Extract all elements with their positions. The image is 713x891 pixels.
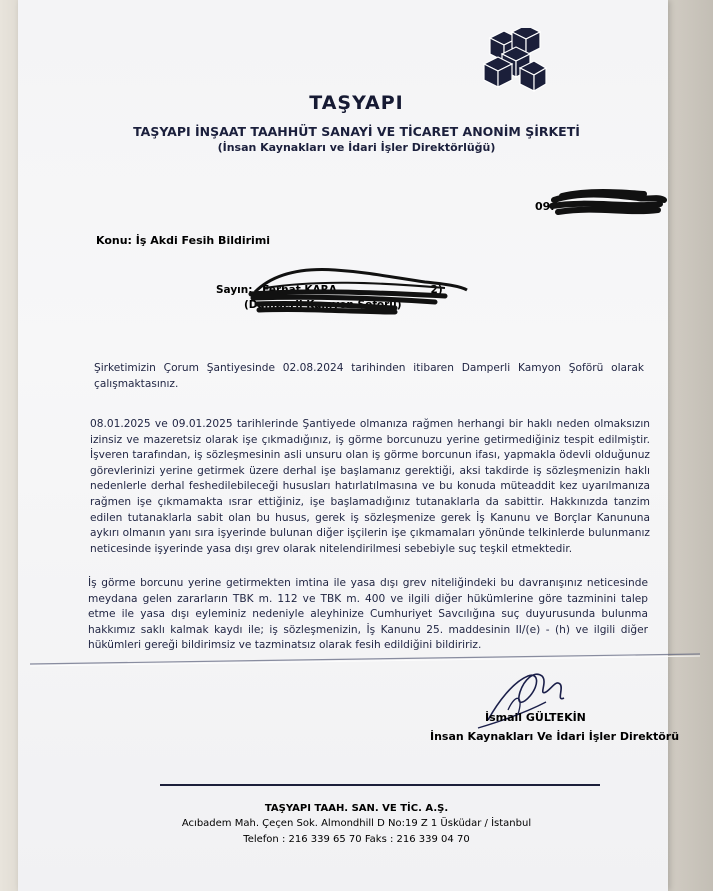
footer-address: Acıbadem Mah. Çeçen Sok. Almondhill D No:19 Z 1 Üsküdar / İstanbul [181, 818, 532, 829]
footer-company: TAŞYAPI TAAH. SAN. VE TİC. A.Ş. [264, 803, 449, 814]
company-title: TAŞYAPI İNŞAAT TAAHHÜT SANAYİ VE TİCARET ANONİM ŞİRKETİ [133, 124, 580, 139]
department-title: (İnsan Kaynakları ve İdari İşler Direktörlüğü) [217, 141, 496, 154]
signatory-name: İsmail GÜLTEKİN [485, 711, 586, 724]
letter-date: 09. [535, 200, 555, 213]
footer-divider [160, 784, 600, 786]
signatory-title: İnsan Kaynakları Ve İdari İşler Direktörü [430, 730, 680, 743]
recipient-position: (Damperli Kamyon Şoförü) [244, 299, 402, 311]
salutation: Sayın: [216, 284, 253, 296]
recipient-redaction [245, 262, 475, 320]
paper-fold-line [0, 650, 713, 668]
cubes-logo-icon [482, 28, 548, 94]
date-redaction [548, 188, 668, 218]
company-logo [0, 28, 713, 98]
brand-name: TAŞYAPI [309, 92, 404, 114]
paragraph-2: 08.01.2025 ve 09.01.2025 tarihlerinde Şantiyede olmanıza rağmen herhangi bir haklı neden olmaksızın izinsiz ve mazeretsiz olarak işe çıkmadığınız, iş görme borcunuzu yerine getirmediğiniz tespit edilmiştir. İşveren tarafından, iş sözleşmesinin asli unsuru olan iş görme borcunun ifası, yapmakla ödevli olduğunuz görevlerinizi yerine getirmek üzere derhal işe başlamanız gerektiği, aksi takdirde iş sözleşmenizin haklı nedenlerle derhal feshedilebileceği hususları hatırlatılmasına ve bu konuda müteaddit kez uyarılmanıza rağmen işe çıkmamakta ısrar ettiğiniz, işe başlamadığınız tutanaklarla da sabittir. Hakkınızda tanzim edilen tutanaklarla sabit olan bu husus, gerek iş sözleşmenize gerek İş Kanunu ve Borçlar Kanununa aykırı olmanın yanı sıra işyerinde bulunan diğer işçilerin işe çıkmamaları yönünde telkinlerde bulunmanız neticesinde işyerinde yasa dışı grev olarak nitelendirilmesi sebebiyle suç teşkil etmektedir. [90, 418, 650, 555]
footer-phone: Telefon : 216 339 65 70 Faks : 216 339 04 70 [243, 834, 470, 845]
recipient-name: Ferhat KARA [262, 284, 337, 296]
subject-line: Konu: İş Akdi Fesih Bildirimi [96, 234, 271, 247]
paragraph-3: İş görme borcunu yerine getirmekten imtina ile yasa dışı grev niteliğindeki bu davranışınız neticesinde meydana gelen zararların TBK m. 112 ve TBK m. 400 ve ilgili diğer hükümlerine göre tazminini talep etme ile yasa dışı eyleminiz nedeniyle aleyhinize Cumhuriyet Savcılığına suç duyurusunda bulunma hakkımız saklı kalmak kaydı ile; iş sözleşmenizin, İş Kanunu 25. maddesinin II/(e) - (h) ve ilgili diğer hükümleri gereği bildirimsiz ve tazminatsız olarak fesih edildiğini bildiririz. [88, 577, 648, 652]
paragraph-1: Şirketimizin Çorum Şantiyesinde 02.08.2024 tarihinden itibaren Damperli Kamyon Şoförü olarak çalışmaktasınız. [94, 362, 644, 390]
recipient-id: 2) [430, 284, 443, 296]
